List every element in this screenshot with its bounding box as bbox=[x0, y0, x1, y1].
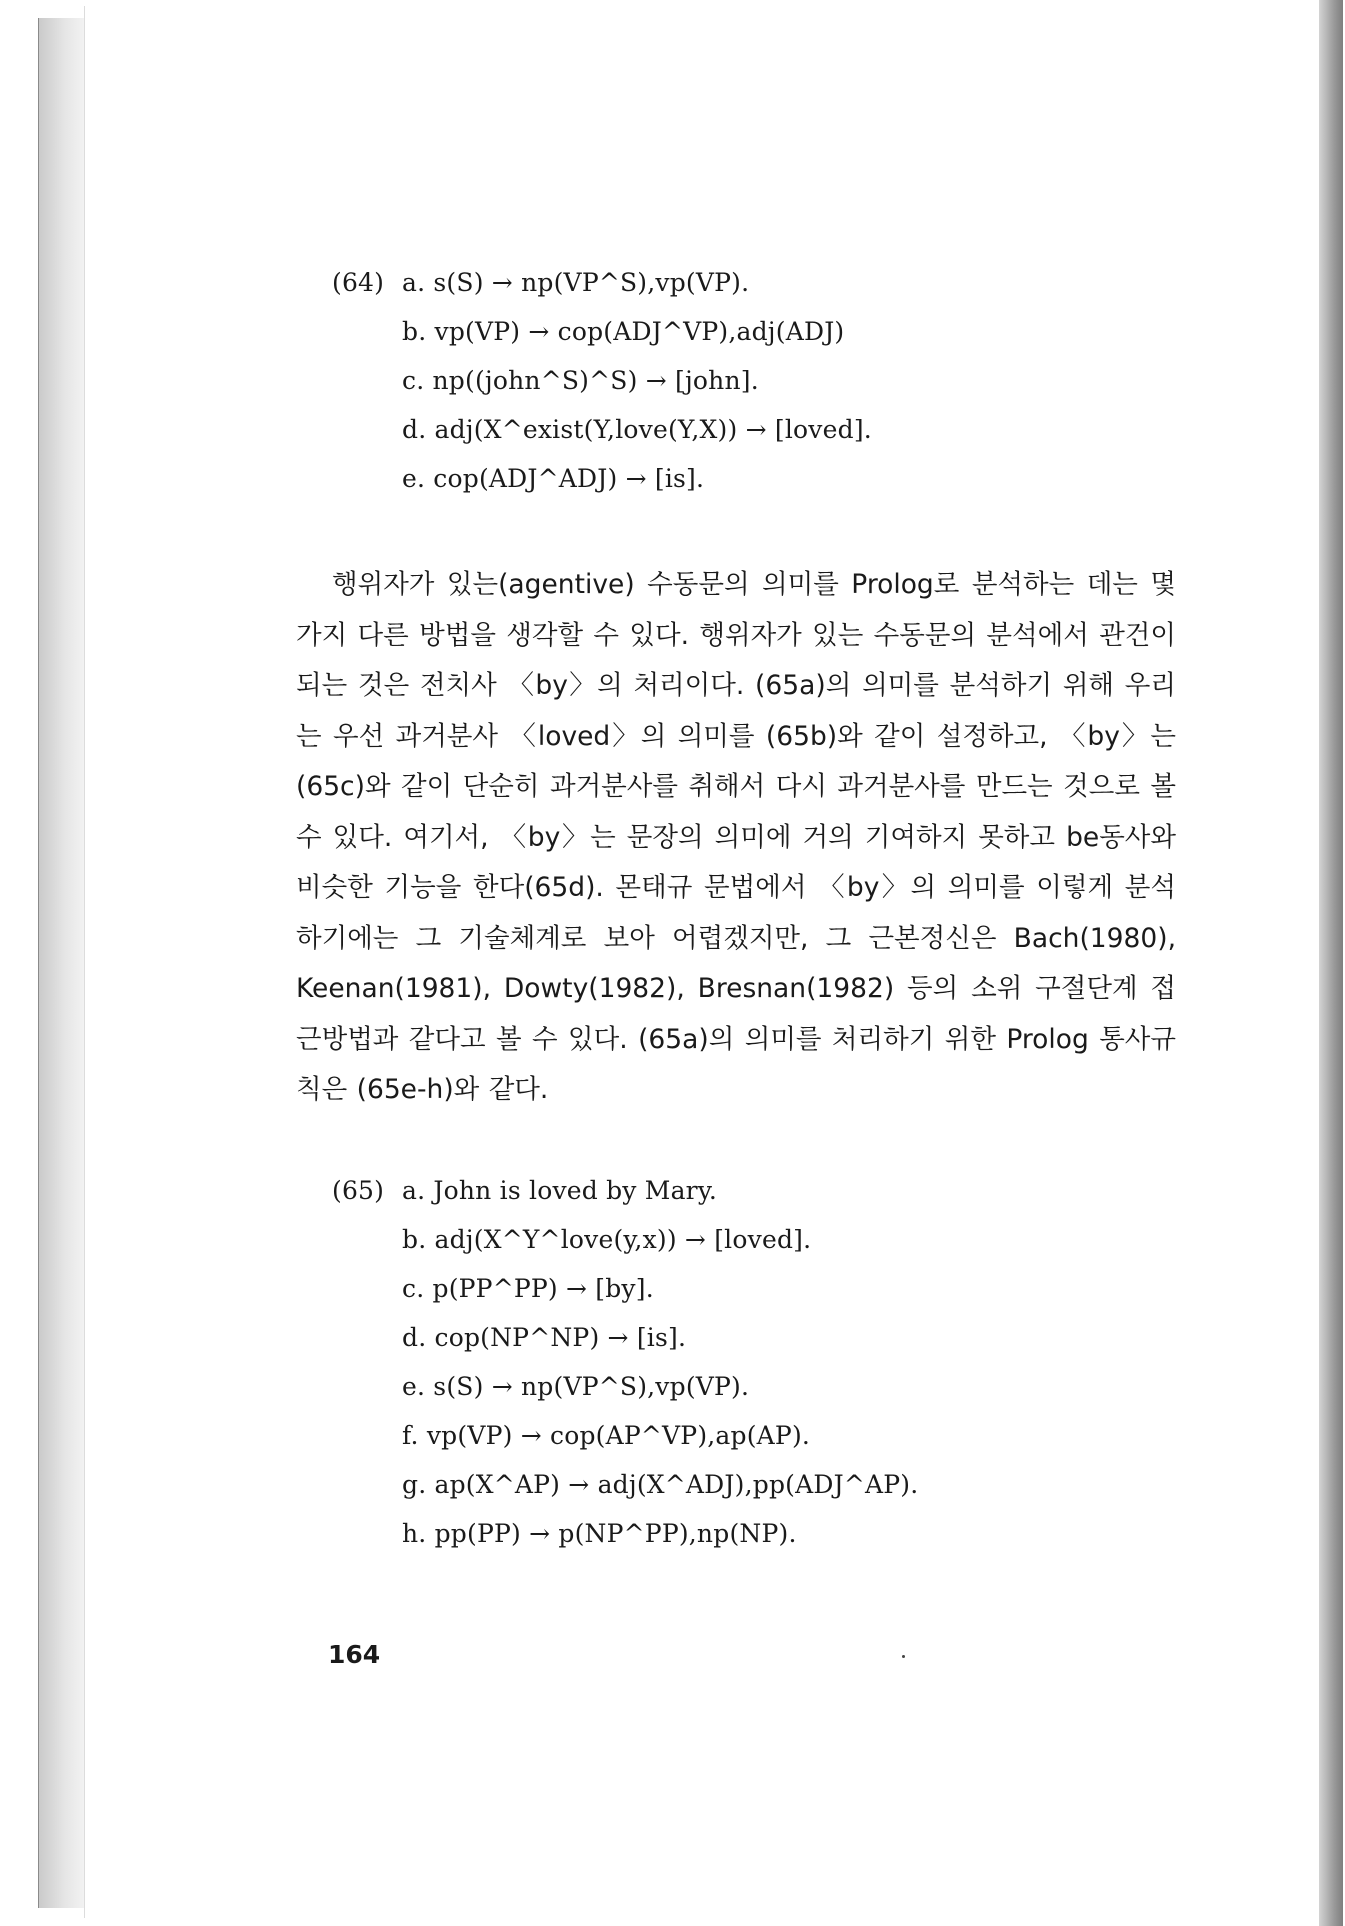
example-64-line-a: a. s(S) → np(VP^S),vp(VP). bbox=[402, 268, 750, 297]
example-64-row-e bbox=[212, 454, 1172, 503]
example-64-row-d bbox=[212, 405, 1172, 454]
example-65-row-c bbox=[212, 1264, 1172, 1313]
book-left-edge bbox=[38, 18, 84, 1908]
example-65-row-e bbox=[212, 1362, 1172, 1411]
example-64-line-d: d. adj(X^exist(Y,love(Y,X)) → [loved]. bbox=[402, 415, 872, 444]
example-65-row-g bbox=[212, 1460, 1172, 1509]
example-65-line-f: f. vp(VP) → cop(AP^VP),ap(AP). bbox=[402, 1420, 811, 1450]
example-64 bbox=[212, 258, 1172, 503]
example-65-row-a bbox=[212, 1166, 1172, 1215]
example-65-row-f bbox=[212, 1411, 1172, 1460]
example-65-row-d bbox=[212, 1313, 1172, 1362]
body-paragraph: 행위자가 있는(agentive) 수동문의 의미를 Prolog로 분석하는 데는 몇 가지 다른 방법을 생각할 수 있다. 행위자가 있는 수동문의 분석에서 관건이 되는 것은 전치사 〈by〉의 처리이다. (65a)의 의미를 분석하기 위해 우리는 우선 과거분사 〈loved〉의 의미를 (65b)와 같이 설정하고, 〈by〉는 (65c)와 같이 단순히 과거분사를 취해서 다시 과거분사를 만드는 것으로 볼 수 있다. 여기서, 〈by〉는 문장의 의미에 거의 기여하지 못하고 be동사와 비슷한 기능을 한다(65d). 몬태규 문법에서 〈by〉의 의미를 이렇게 분석하기에는 그 기술체계로 보아 어렵겠지만, 그 근본정신은 Bach(1980), Keenan(1981), Dowty(1982), Bresnan(1982) 등의 소위 구절단계 접근방법과 같다고 볼 수 있다. (65a)의 의미를 처리하기 위한 Prolog 통사규칙은 (65e-h)와 같다. bbox=[296, 569, 1176, 1105]
example-65-row-b bbox=[212, 1215, 1172, 1264]
print-speck bbox=[902, 1655, 905, 1658]
example-65-line-a: a. John is loved by Mary. bbox=[402, 1175, 717, 1205]
book-right-edge bbox=[1319, 0, 1343, 1926]
example-64-line-e: e. cop(ADJ^ADJ) → [is]. bbox=[402, 464, 705, 493]
book-left-edge-line bbox=[38, 18, 39, 1908]
example-65-line-h: h. pp(PP) → p(NP^PP),np(NP). bbox=[402, 1518, 797, 1548]
example-64-row-c bbox=[212, 356, 1172, 405]
example-65 bbox=[212, 1166, 1172, 1558]
example-64-number: (64) bbox=[332, 268, 385, 297]
example-65-line-e: e. s(S) → np(VP^S),vp(VP). bbox=[402, 1371, 750, 1401]
example-64-row-a bbox=[212, 258, 1172, 307]
page-number: 164 bbox=[328, 1640, 381, 1669]
page-content bbox=[212, 258, 1176, 1558]
example-65-line-c: c. p(PP^PP) → [by]. bbox=[402, 1273, 654, 1303]
example-64-line-b: b. vp(VP) → cop(ADJ^VP),adj(ADJ) bbox=[402, 317, 845, 346]
example-65-number: (65) bbox=[332, 1175, 385, 1205]
example-64-row-b bbox=[212, 307, 1172, 356]
example-65-line-b: b. adj(X^Y^love(y,x)) → [loved]. bbox=[402, 1224, 812, 1254]
example-64-line-c: c. np((john^S)^S) → [john]. bbox=[402, 366, 759, 395]
example-65-row-h bbox=[212, 1509, 1172, 1558]
example-65-line-d: d. cop(NP^NP) → [is]. bbox=[402, 1322, 687, 1352]
example-65-line-g: g. ap(X^AP) → adj(X^ADJ),pp(ADJ^AP). bbox=[402, 1469, 919, 1499]
